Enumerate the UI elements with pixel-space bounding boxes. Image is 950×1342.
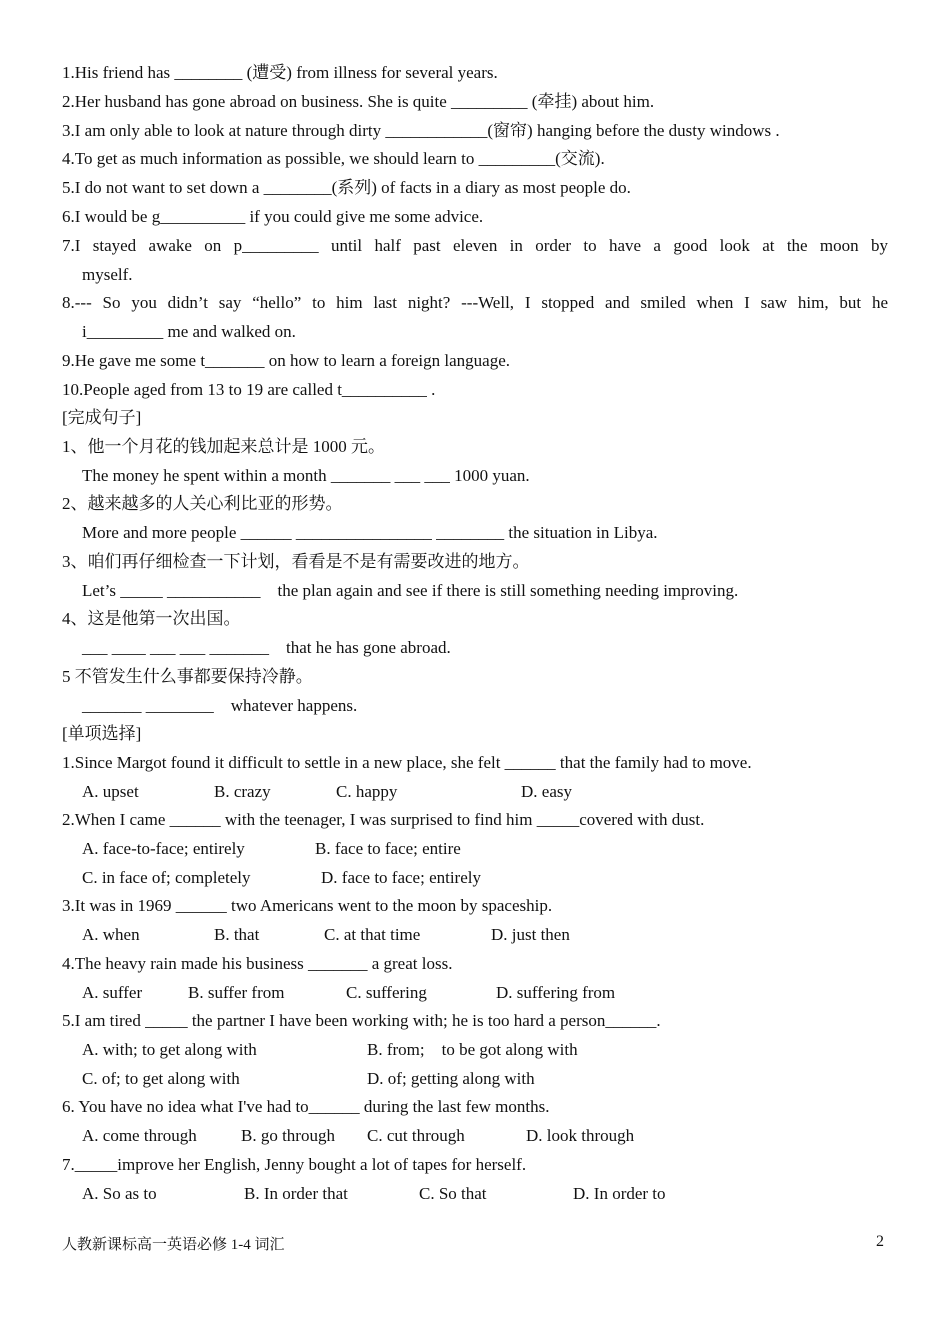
footer-title: 人教新课标高一英语必修 1-4 词汇: [62, 1237, 285, 1253]
complete-en-5: _______ ________ whatever happens.: [82, 696, 358, 715]
section-heading-choice: [单项选择]: [62, 724, 142, 743]
complete-en-1: The money he spent within a month _______ ___ ___ 1000 yuan.: [82, 466, 530, 485]
vocab-item-7-cont: myself.: [82, 265, 133, 284]
choice-2-option-a: A. face-to-face; entirely: [82, 839, 245, 858]
vocab-item-8-cont: i_________ me and walked on.: [82, 322, 296, 341]
complete-cn-1: 1、他一个月花的钱加起来总计是 1000 元。: [62, 437, 385, 456]
choice-1-option-b: B. crazy: [214, 782, 271, 801]
choice-question-5: 5.I am tired _____ the partner I have been working with; he is too hard a person______.: [62, 1011, 661, 1030]
complete-cn-4: 4、这是他第一次出国。: [62, 609, 241, 628]
vocab-item-7: 7.I stayed awake on p_________ until half past eleven in order to have a good look at the moon by: [62, 236, 888, 255]
vocab-item-4: 4.To get as much information as possible, we should learn to _________(交流).: [62, 149, 605, 168]
choice-question-6: 6. You have no idea what I've had to______ during the last few months.: [62, 1097, 550, 1116]
choice-1-option-c: C. happy: [336, 782, 398, 801]
vocab-item-9: 9.He gave me some t_______ on how to learn a foreign language.: [62, 351, 511, 370]
complete-en-2: More and more people ______ ________________ ________ the situation in Libya.: [82, 523, 658, 542]
complete-en-3: Let’s _____ ___________ the plan again and see if there is still something needing improving.: [82, 581, 739, 600]
choice-7-option-a: A. So as to: [82, 1184, 157, 1203]
choice-5-option-b: B. from; to be got along with: [367, 1040, 578, 1059]
vocab-item-10: 10.People aged from 13 to 19 are called t__________ .: [62, 380, 436, 399]
vocab-item-3: 3.I am only able to look at nature through dirty ____________(窗帘) hanging before the dusty windows .: [62, 121, 780, 140]
vocab-item-2: 2.Her husband has gone abroad on business. She is quite _________ (牵挂) about him.: [62, 92, 655, 111]
choice-1-option-d: D. easy: [521, 782, 572, 801]
page-number: 2: [876, 1233, 884, 1250]
vocab-item-5: 5.I do not want to set down a ________(系列) of facts in a diary as most people do.: [62, 178, 631, 197]
choice-6-option-a: A. come through: [82, 1126, 197, 1145]
choice-4-option-a: A. suffer: [82, 983, 143, 1002]
choice-1-option-a: A. upset: [82, 782, 139, 801]
choice-3-option-b: B. that: [214, 925, 260, 944]
choice-question-4: 4.The heavy rain made his business _______ a great loss.: [62, 954, 453, 973]
section-heading-complete: [完成句子]: [62, 408, 142, 427]
choice-7-option-b: B. In order that: [244, 1184, 348, 1203]
choice-3-option-a: A. when: [82, 925, 140, 944]
choice-question-1: 1.Since Margot found it difficult to settle in a new place, she felt ______ that the family had to move.: [62, 753, 752, 772]
choice-7-option-c: C. So that: [419, 1184, 487, 1203]
vocab-item-1: 1.His friend has ________ (遭受) from illness for several years.: [62, 63, 498, 82]
choice-6-option-b: B. go through: [241, 1126, 335, 1145]
choice-7-option-d: D. In order to: [573, 1184, 666, 1203]
choice-4-option-d: D. suffering from: [496, 983, 616, 1002]
choice-3-option-d: D. just then: [491, 925, 570, 944]
complete-en-4: ___ ____ ___ ___ _______ that he has gone abroad.: [82, 638, 451, 657]
choice-2-option-b: B. face to face; entire: [315, 839, 461, 858]
complete-cn-5: 5 不管发生什么事都要保持冷静。: [62, 667, 313, 686]
choice-4-option-c: C. suffering: [346, 983, 427, 1002]
choice-5-option-a: A. with; to get along with: [82, 1040, 257, 1059]
complete-cn-2: 2、越来越多的人关心利比亚的形势。: [62, 494, 343, 513]
choice-2-option-c: C. in face of; completely: [82, 868, 251, 887]
choice-3-option-c: C. at that time: [324, 925, 421, 944]
choice-5-option-d: D. of; getting along with: [367, 1069, 535, 1088]
vocab-item-8: 8.--- So you didn’t say “hello” to him last night? ---Well, I stopped and smiled when I saw him, but he: [62, 293, 888, 312]
choice-5-option-c: C. of; to get along with: [82, 1069, 240, 1088]
choice-4-option-b: B. suffer from: [188, 983, 285, 1002]
choice-2-option-d: D. face to face; entirely: [321, 868, 481, 887]
choice-question-3: 3.It was in 1969 ______ two Americans went to the moon by spaceship.: [62, 896, 553, 915]
choice-6-option-c: C. cut through: [367, 1126, 465, 1145]
choice-question-2: 2.When I came ______ with the teenager, I was surprised to find him _____covered with dust.: [62, 810, 705, 829]
vocab-item-6: 6.I would be g__________ if you could give me some advice.: [62, 207, 484, 226]
complete-cn-3: 3、咱们再仔细检查一下计划，看看是不是有需要改进的地方。: [62, 552, 530, 571]
choice-question-7: 7._____improve her English, Jenny bought a lot of tapes for herself.: [62, 1155, 527, 1174]
choice-6-option-d: D. look through: [526, 1126, 635, 1145]
